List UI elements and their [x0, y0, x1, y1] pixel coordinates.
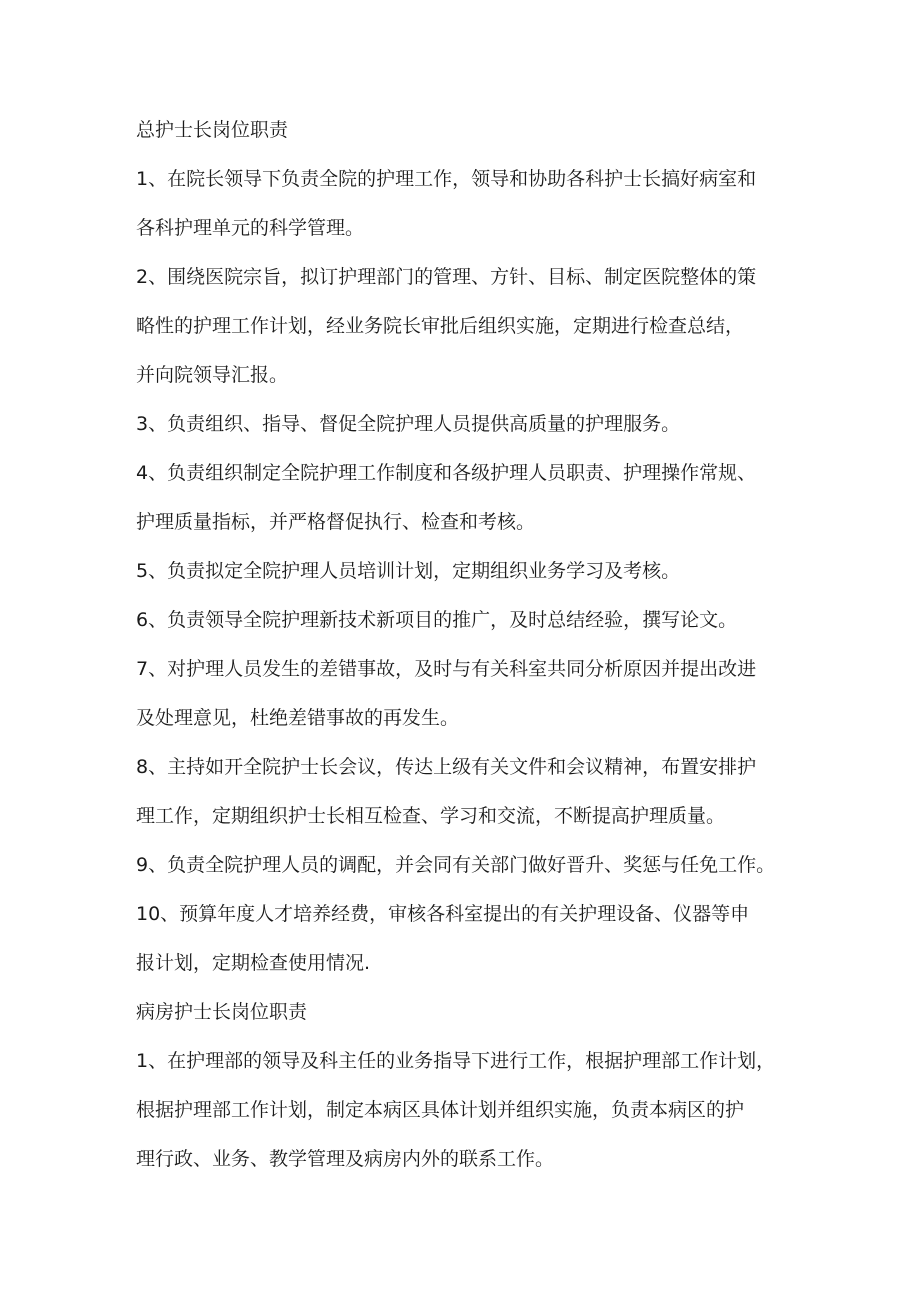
section-heading-ward-nurse: 病房护士长岗位职责 — [136, 1001, 308, 1023]
paragraph-line: 及处理意见，杜绝差错事故的再发生。 — [136, 707, 460, 729]
paragraph-line: 3、负责组织、指导、督促全院护理人员提供高质量的护理服务。 — [136, 413, 681, 435]
paragraph-line: 10、预算年度人才培养经费，审核各科室提出的有关护理设备、仪器等申 — [136, 903, 750, 925]
paragraph-line: 8、主持如开全院护士长会议，传达上级有关文件和会议精神，布置安排护 — [136, 756, 757, 778]
paragraph-line: 根据护理部工作计划，制定本病区具体计划并组织实施，负责本病区的护 — [136, 1099, 745, 1121]
paragraph-line: 报计划，定期检查使用情况. — [136, 952, 371, 974]
paragraph-line: 1、在院长领导下负责全院的护理工作，领导和协助各科护士长搞好病室和 — [136, 168, 757, 190]
paragraph-line: 并向院领导汇报。 — [136, 364, 289, 386]
paragraph-line: 6、负责领导全院护理新技术新项目的推广，及时总结经验，撰写论文。 — [136, 609, 738, 631]
document-body — [136, 112, 796, 1190]
paragraph-line: 5、负责拟定全院护理人员培训计划，定期组织业务学习及考核。 — [136, 560, 681, 582]
paragraph-line: 7、对护理人员发生的差错事故，及时与有关科室共同分析原因并提出改进 — [136, 658, 757, 680]
paragraph-line: 4、负责组织制定全院护理工作制度和各级护理人员职责、护理操作常规、 — [136, 462, 757, 484]
paragraph-line: 理行政、业务、教学管理及病房内外的联系工作。 — [136, 1148, 555, 1170]
paragraph-line: 9、负责全院护理人员的调配，并会同有关部门做好晋升、奖惩与任免工作。 — [136, 854, 776, 876]
paragraph-line: 2、围绕医院宗旨，拟订护理部门的管理、方针、目标、制定医院整体的策 — [136, 266, 757, 288]
paragraph-line: 略性的护理工作计划，经业务院长审批后组织实施，定期进行检查总结， — [136, 315, 745, 337]
paragraph-line: 理工作，定期组织护士长相互检查、学习和交流，不断提高护理质量。 — [136, 805, 726, 827]
section-heading-head-nurse: 总护士长岗位职责 — [136, 119, 289, 141]
paragraph-line: 1、在护理部的领导及科主任的业务指导下进行工作，根据护理部工作计划， — [136, 1050, 776, 1072]
paragraph-line: 各科护理单元的科学管理。 — [136, 217, 365, 239]
paragraph-line: 护理质量指标，并严格督促执行、检查和考核。 — [136, 511, 536, 533]
